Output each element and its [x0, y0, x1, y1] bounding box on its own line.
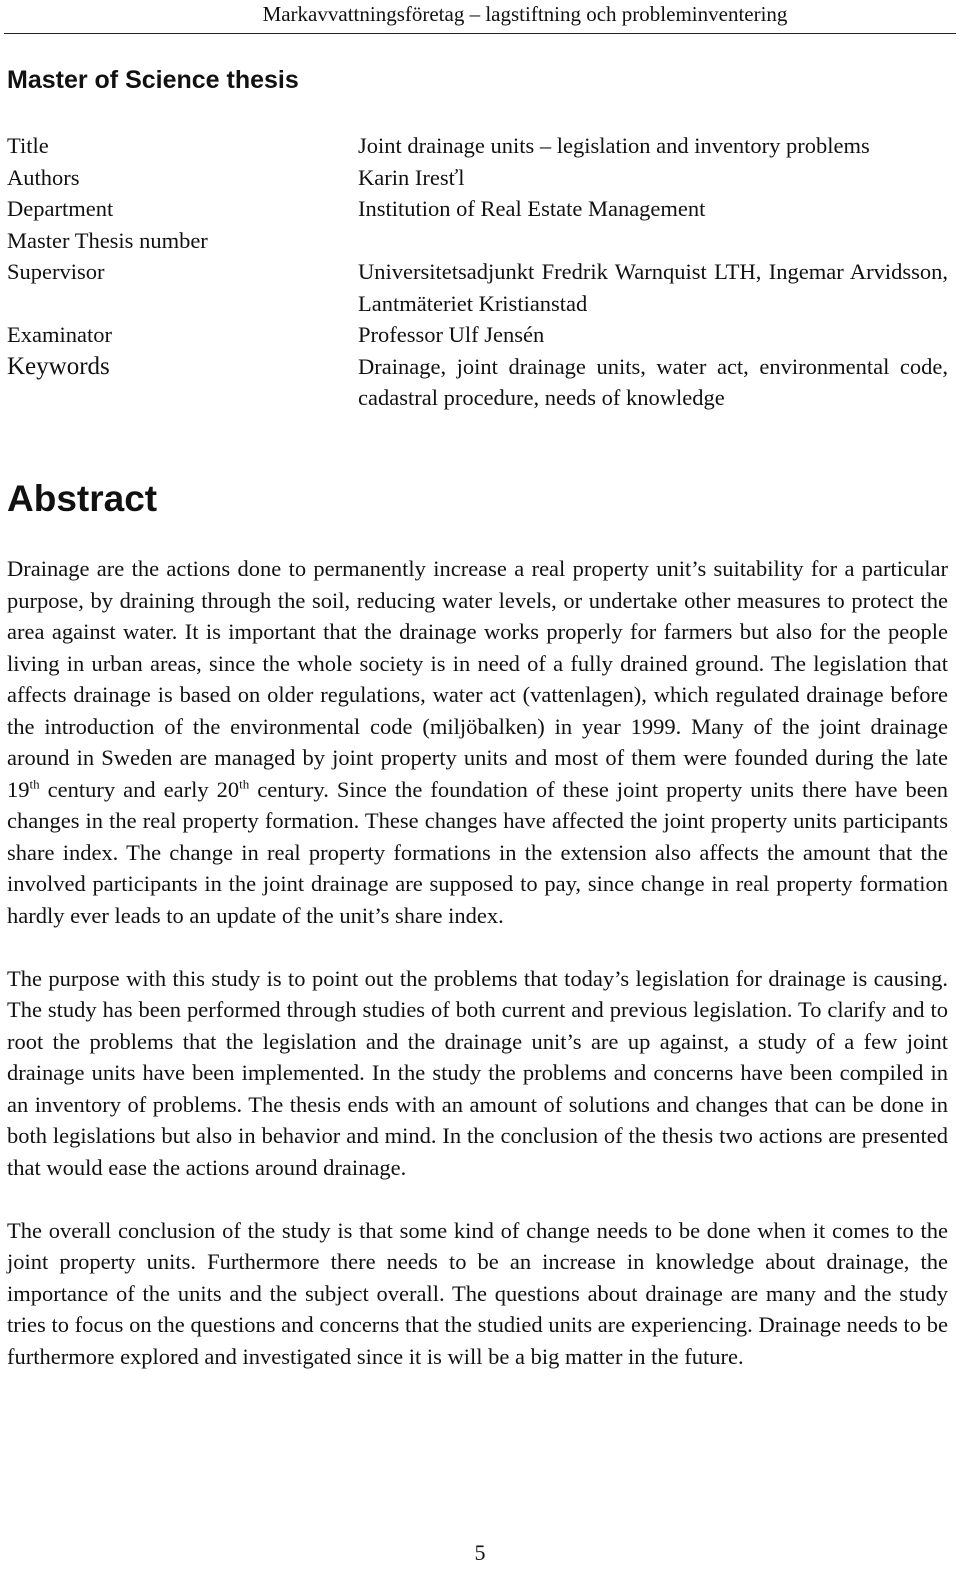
metadata-value: Drainage, joint drainage units, water act, environmental code, cadastral procedure, needs of knowledge [358, 353, 948, 410]
metadata-label: Department [7, 196, 114, 221]
metadata-value: Joint drainage units – legislation and inventory problems [358, 133, 870, 158]
abstract-body [7, 553, 948, 1404]
abstract-paragraph [7, 553, 948, 931]
abstract-text: century and early 20 [39, 776, 240, 802]
metadata-row-authors [7, 162, 948, 194]
metadata-label: Examinator [7, 322, 112, 347]
metadata-row-department [7, 193, 948, 225]
metadata-label: Keywords [7, 352, 110, 380]
header-divider [4, 33, 956, 34]
superscript: th [239, 776, 250, 791]
superscript: th [29, 776, 40, 791]
metadata-label: Supervisor [7, 259, 105, 284]
thesis-heading: Master of Science thesis [7, 66, 299, 94]
metadata-value: Institution of Real Estate Management [358, 196, 706, 221]
metadata-label: Title [7, 133, 49, 158]
metadata-label: Master Thesis number [7, 227, 208, 253]
metadata-value: Karin Iresťl [358, 164, 465, 190]
metadata-label: Authors [7, 164, 80, 190]
metadata-row-examinator [7, 319, 948, 351]
thesis-metadata [7, 130, 948, 414]
metadata-row-thesis-number [7, 225, 948, 257]
metadata-value: Universitetsadjunkt Fredrik Warnquist LTH, Ingemar Arvidsson, Lantmäteriet Kristianstad [358, 259, 948, 316]
abstract-text: century. Since the foundation of these joint property units there have been changes in the real property formation. These changes have affected the joint property units participants share index. The change in real property formations in the extension also affects the amount that the involved participants in the joint drainage are supposed to pay, since change in real property formation hardly ever leads to an update of the unit’s share index. [7, 776, 948, 928]
abstract-text: Drainage are the actions done to permanently increase a real property unit’s suitability for a particular purpose, by draining through the soil, reducing water levels, or undertake other measures to protect the area against water. It is important that the drainage works properly for farmers but also for the people living in urban areas, since the whole society is in need of a fully drained ground. The legislation that affects drainage is based on older regulations, water act (vattenlagen), which regulated drainage before the introduction of the environmental code (miljöbalken) in year 1999. Many of the joint drainage around in Sweden are managed by joint property units and most of them were founded during the late 19 [7, 556, 948, 802]
abstract-paragraph: The overall conclusion of the study is that some kind of change needs to be done when it comes to the joint property units. Furthermore there needs to be an increase in knowledge about drainage, the importance of the units and the subject overall. The questions about drainage are many and the study tries to focus on the questions and concerns that the studied units are experiencing. Drainage needs to be furthermore explored and investigated since it is will be a big matter in the future. [7, 1217, 948, 1369]
metadata-value: Professor Ulf Jensén [358, 322, 545, 347]
metadata-value [358, 225, 948, 257]
page-number: 5 [474, 1540, 486, 1565]
running-header: Markavvattningsföretag – lagstiftning och probleminventering [262, 2, 788, 26]
abstract-paragraph: The purpose with this study is to point out the problems that today’s legislation for drainage is causing. The study has been performed through studies of both current and previous legislation. To clarify and to root the problems that the legislation and the drainage unit’s are up against, a study of a few joint drainage units have been implemented. In the study the problems and concerns have been compiled in an inventory of problems. The thesis ends with an amount of solutions and changes that can be done in both legislations but also in behavior and mind. In the conclusion of the thesis two actions are presented that would ease the actions around drainage. [7, 965, 948, 1180]
abstract-heading: Abstract [7, 478, 158, 519]
metadata-row-keywords [7, 351, 948, 414]
metadata-row-supervisor [7, 256, 948, 319]
metadata-row-title [7, 130, 948, 162]
